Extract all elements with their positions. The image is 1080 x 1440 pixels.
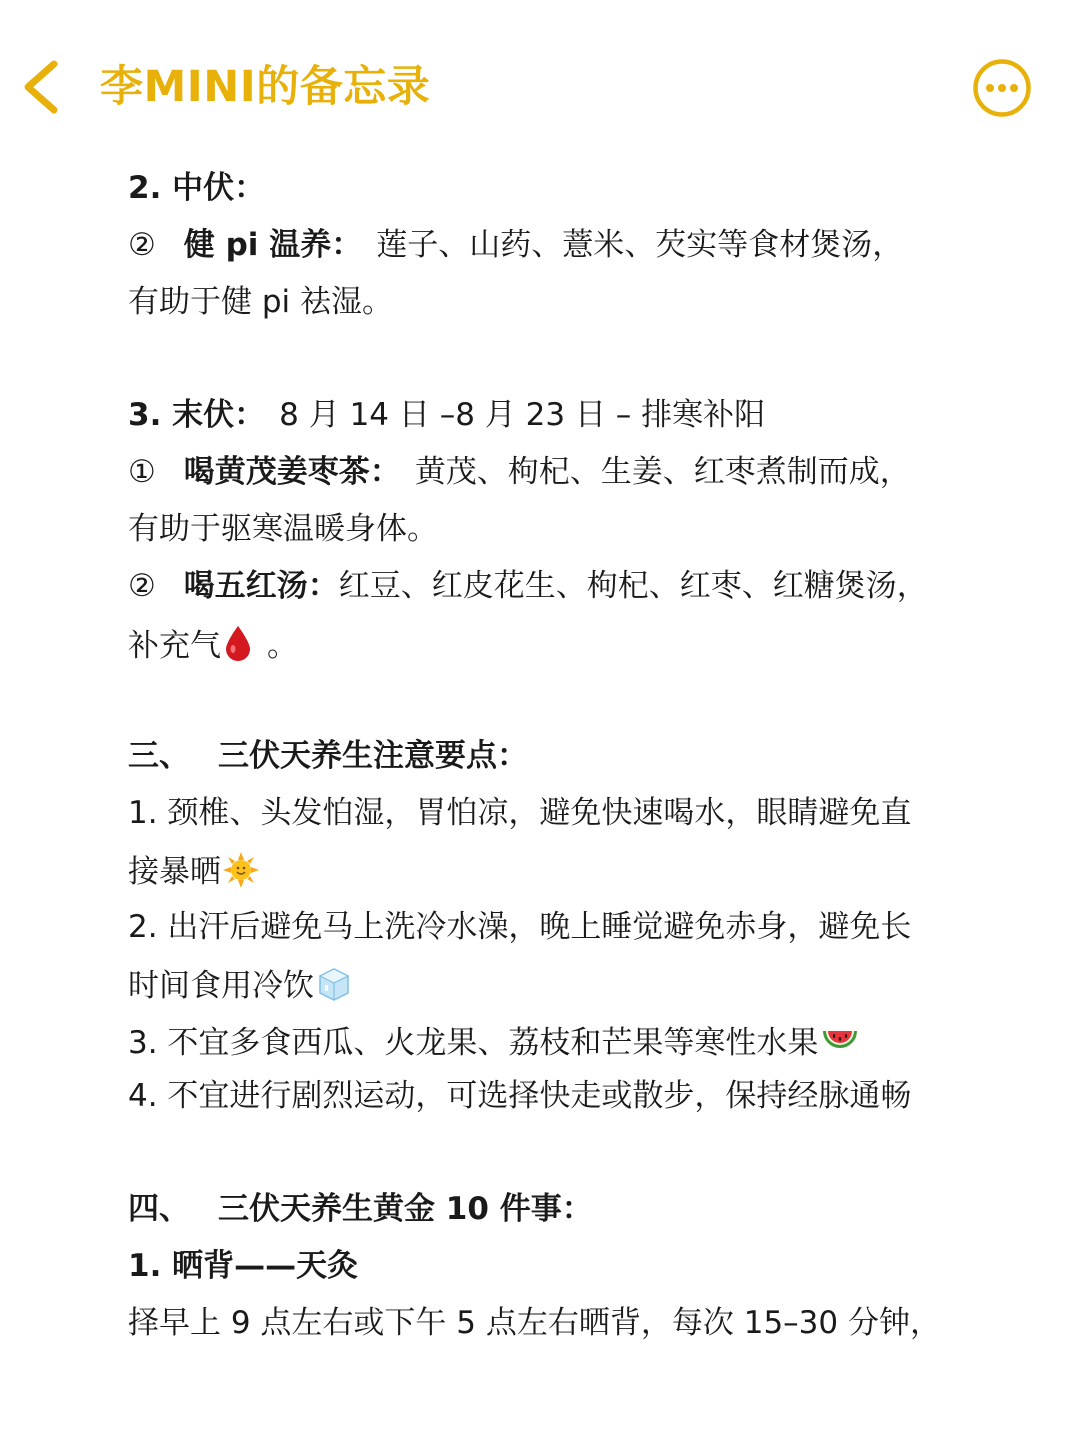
item-number: ② xyxy=(128,227,156,263)
watermelon-icon xyxy=(820,1025,860,1071)
heading-label: 3. 末伏： xyxy=(128,397,266,433)
item-label: 喝黄茂姜枣茶： xyxy=(183,454,401,490)
continuation-text: 补充气 xyxy=(128,628,221,664)
item-label: 喝五红汤： xyxy=(183,568,339,604)
body-text: 择早上 9 点左右或下午 5 点左右晒背，每次 15–30 分钟， xyxy=(128,1305,941,1341)
list-item xyxy=(128,450,911,494)
section-heading-four xyxy=(128,1187,593,1231)
item-number: ① xyxy=(128,454,156,490)
section-heading-mid-fu: 2. 中伏： xyxy=(128,170,266,206)
heading-text: 8 月 14 日 –8 月 23 日 – 排寒补阳 xyxy=(279,397,766,433)
section-heading-three xyxy=(128,734,528,778)
heading-title: 三伏天养生注意要点： xyxy=(218,738,528,774)
item-text: 红豆、红皮花生、枸杞、红枣、红糖煲汤， xyxy=(338,568,928,604)
item-number: ② xyxy=(128,568,156,604)
period-text: 。 xyxy=(267,628,298,664)
item-label: 健 pi 温养： xyxy=(183,227,363,263)
sub-heading: 1. 晒背——天灸 xyxy=(128,1248,359,1284)
more-options-button[interactable] xyxy=(972,58,1032,118)
tip-text: 接暴晒 xyxy=(128,854,221,890)
tip-line xyxy=(128,1021,860,1071)
item-continuation xyxy=(128,624,298,674)
tip-line xyxy=(128,850,259,900)
ice-cube-icon xyxy=(316,966,352,1014)
heading-number: 四、 xyxy=(128,1191,190,1227)
tip-line xyxy=(128,964,352,1014)
chevron-left-icon xyxy=(18,56,66,118)
item-text: 黄茂、枸杞、生姜、红枣煮制而成， xyxy=(414,454,911,490)
blood-drop-icon xyxy=(223,624,253,674)
heading-title: 三伏天养生黄金 10 件事： xyxy=(218,1191,593,1227)
section-heading-late-fu xyxy=(128,393,765,437)
tip-line: 1. 颈椎、头发怕湿，胃怕凉，避免快速喝水，眼睛避免直 xyxy=(128,795,912,831)
sun-icon xyxy=(223,852,259,900)
heading-number: 三、 xyxy=(128,738,190,774)
tip-text: 3. 不宜多食西瓜、火龙果、荔枝和芒果等寒性水果 xyxy=(128,1025,819,1061)
more-horizontal-icon xyxy=(972,58,1032,118)
list-item xyxy=(128,223,903,267)
tip-text: 时间食用冷饮 xyxy=(128,968,314,1004)
page-title: 李MINI的备忘录 xyxy=(100,62,431,112)
item-continuation: 有助于健 pi 祛湿。 xyxy=(128,284,393,320)
tip-line: 2. 出汗后避免马上洗冷水澡，晚上睡觉避免赤身，避免长 xyxy=(128,909,912,945)
item-continuation: 有助于驱寒温暖身体。 xyxy=(128,511,438,547)
back-button[interactable] xyxy=(18,56,66,118)
item-text: 莲子、山药、薏米、芡实等食材煲汤， xyxy=(376,227,904,263)
list-item xyxy=(128,564,928,608)
tip-line: 4. 不宜进行剧烈运动，可选择快走或散步，保持经脉通畅 xyxy=(128,1078,912,1114)
nav-header xyxy=(0,0,1080,170)
